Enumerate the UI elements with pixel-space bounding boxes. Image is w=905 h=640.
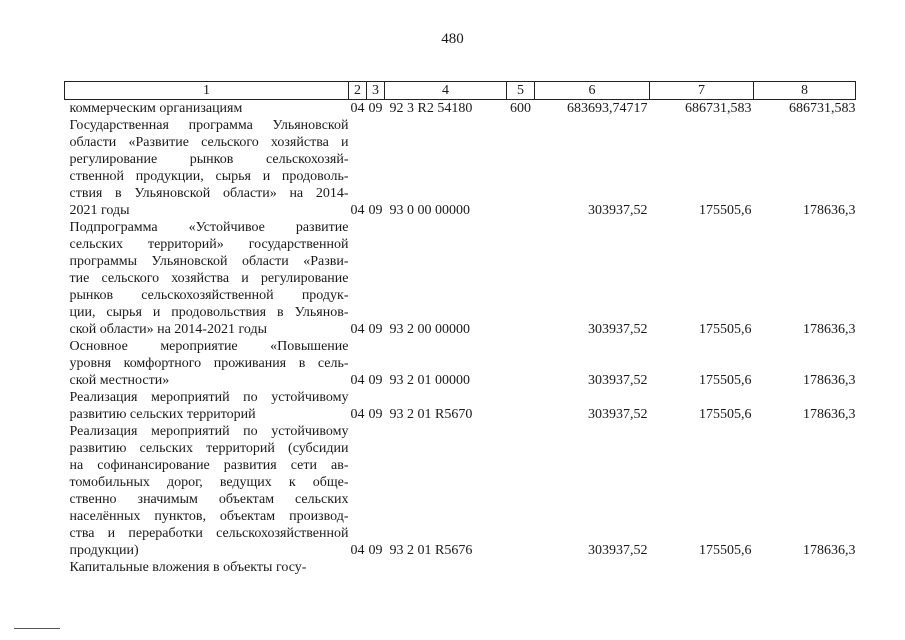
- expense-type-code: [507, 559, 535, 576]
- footer-rule: [14, 628, 60, 629]
- amount-col-6: 303937,52: [588, 373, 648, 388]
- row-description: [65, 100, 349, 118]
- row-description: [65, 338, 349, 389]
- description-line: программы Ульяновской области «Разви-: [69, 254, 349, 269]
- description-line: Государственная программа Ульяновской: [69, 118, 349, 133]
- subsection-code: [367, 559, 385, 576]
- row-description: [65, 389, 349, 423]
- description-line: ства и переработки сельскохозяйственной: [69, 526, 349, 541]
- page-number: 480: [441, 31, 464, 47]
- expense-type-code: [507, 117, 535, 219]
- amount-col-8: 178636,3: [803, 203, 856, 218]
- expense-type-code: 600: [510, 101, 531, 116]
- description-line: ственно значимым объектам сельских: [69, 492, 349, 507]
- amount-col-6: [535, 559, 650, 576]
- subsection-code: 09: [368, 203, 383, 218]
- amount-col-8: [754, 559, 856, 576]
- description-line: населённых пунктов, объектам производ-: [69, 509, 349, 524]
- description-line: рынков сельскохозяйственной продук-: [69, 288, 349, 303]
- subsection-code: 09: [368, 373, 383, 388]
- column-number: 8: [754, 82, 856, 100]
- expense-type-code: [507, 338, 535, 389]
- table-row: [65, 338, 856, 389]
- column-number-row: [65, 82, 856, 100]
- target-article-code: [385, 559, 507, 576]
- table-row: [65, 100, 856, 118]
- description-line: области «Развитие сельского хозяйства и: [69, 135, 349, 150]
- amount-col-7: [650, 559, 754, 576]
- column-number: 3: [367, 82, 385, 100]
- target-article-code: 93 2 01 R5676: [389, 543, 473, 558]
- amount-col-6: 303937,52: [588, 407, 648, 422]
- target-article-code: 93 2 00 00000: [389, 322, 470, 337]
- target-article-code: 93 2 01 00000: [389, 373, 470, 388]
- section-code: 04: [350, 322, 365, 337]
- amount-col-6: 303937,52: [588, 543, 648, 558]
- column-number: 7: [650, 82, 754, 100]
- amount-col-6: 303937,52: [588, 203, 648, 218]
- description-line: Капитальные вложения в объекты госу-: [69, 560, 307, 575]
- row-description: [65, 559, 349, 576]
- amount-col-7: 175505,6: [699, 322, 752, 337]
- description-line: развитию сельских территорий (субсидии: [69, 441, 349, 456]
- expense-type-code: [507, 219, 535, 338]
- expense-type-code: [507, 423, 535, 559]
- table-row: [65, 389, 856, 423]
- subsection-code: 09: [368, 407, 383, 422]
- description-line: коммерческим организациям: [69, 101, 243, 116]
- amount-col-8: 686731,583: [789, 101, 856, 116]
- row-description: [65, 117, 349, 219]
- column-number: 4: [385, 82, 507, 100]
- description-line: Реализация мероприятий по устойчивому: [69, 424, 349, 439]
- column-number: 2: [349, 82, 367, 100]
- amount-col-6: 683693,74717: [567, 101, 648, 116]
- amount-col-8: 178636,3: [803, 407, 856, 422]
- column-number: 5: [507, 82, 535, 100]
- amount-col-6: 303937,52: [588, 322, 648, 337]
- section-code: 04: [350, 543, 365, 558]
- table-body: [65, 100, 856, 577]
- description-line: на софинансирование развития сети ав-: [69, 458, 349, 473]
- description-line: ской области» на 2014-2021 годы: [69, 322, 267, 337]
- amount-col-8: 178636,3: [803, 322, 856, 337]
- target-article-code: 93 0 00 00000: [389, 203, 470, 218]
- amount-col-7: 175505,6: [699, 407, 752, 422]
- column-number: 6: [535, 82, 650, 100]
- amount-col-7: 175505,6: [699, 203, 752, 218]
- table-row: [65, 559, 856, 576]
- description-line: ственной продукции, сырья и продоволь-: [69, 169, 349, 184]
- description-line: уровня комфортного проживания в сель-: [69, 356, 349, 371]
- description-line: Реализация мероприятий по устойчивому: [69, 390, 349, 405]
- section-code: 04: [350, 203, 365, 218]
- amount-col-8: 178636,3: [803, 373, 856, 388]
- row-description: [65, 219, 349, 338]
- subsection-code: 09: [368, 322, 383, 337]
- subsection-code: 09: [368, 543, 383, 558]
- section-code: 04: [350, 373, 365, 388]
- row-description: [65, 423, 349, 559]
- table-row: [65, 219, 856, 338]
- description-line: тие сельского хозяйства и регулирование: [69, 271, 349, 286]
- target-article-code: 92 3 R2 54180: [389, 101, 473, 116]
- description-line: 2021 годы: [69, 203, 130, 218]
- target-article-code: 93 2 01 R5670: [389, 407, 473, 422]
- amount-col-7: 175505,6: [699, 373, 752, 388]
- description-line: Основное мероприятие «Повышение: [69, 339, 349, 354]
- description-line: сельских территорий» государственной: [69, 237, 349, 252]
- budget-table: [64, 81, 856, 576]
- description-line: ской местности»: [69, 373, 170, 388]
- description-line: продукции): [69, 543, 139, 558]
- description-line: Подпрограмма «Устойчивое развитие: [69, 220, 349, 235]
- column-number: 1: [65, 82, 349, 100]
- table-row: [65, 117, 856, 219]
- table-row: [65, 423, 856, 559]
- amount-col-7: 175505,6: [699, 543, 752, 558]
- section-code: [349, 559, 367, 576]
- amount-col-7: 686731,583: [685, 101, 752, 116]
- section-code: 04: [350, 407, 365, 422]
- amount-col-8: 178636,3: [803, 543, 856, 558]
- description-line: ции, сырья и продовольствия в Ульянов-: [69, 305, 349, 320]
- description-line: развитию сельских территорий: [69, 407, 256, 422]
- description-line: томобильных дорог, ведущих к обще-: [69, 475, 349, 490]
- description-line: регулирование рынков сельскохозяй-: [69, 152, 349, 167]
- subsection-code: 09: [368, 101, 383, 116]
- section-code: 04: [350, 101, 365, 116]
- description-line: ствия в Ульяновской области» на 2014-: [69, 186, 349, 201]
- expense-type-code: [507, 389, 535, 423]
